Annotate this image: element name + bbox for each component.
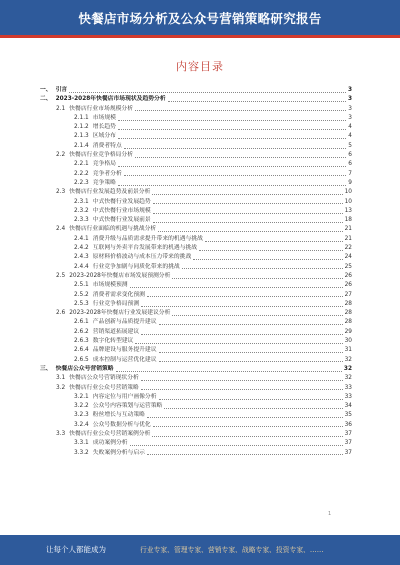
toc-entry[interactable] xyxy=(40,281,352,290)
toc-entry-page: 24 xyxy=(344,254,352,261)
toc-entry-label: 互联网与外卖平台发展带来的机遇与挑战 xyxy=(92,245,198,252)
toc-leader-dots xyxy=(199,250,343,251)
toc-entry-label: 区域分布 xyxy=(92,133,116,140)
toc-entry-number: 2.3.3 xyxy=(74,217,89,224)
toc-entry-page: 21 xyxy=(344,235,352,242)
toc-leader-dots xyxy=(193,259,342,260)
toc-entry[interactable] xyxy=(40,253,352,262)
toc-entry-page: 4 xyxy=(348,124,352,131)
report-header xyxy=(0,0,400,38)
toc-entry-number: 2.2.3 xyxy=(74,179,89,186)
toc-leader-dots xyxy=(116,371,342,372)
toc-entry-label: 竞争策略 xyxy=(92,179,116,186)
toc-leader-dots xyxy=(130,445,343,446)
toc-entry[interactable] xyxy=(40,272,352,281)
toc-entry-page: 3 xyxy=(348,114,352,121)
toc-entry-number: 2.1.3 xyxy=(74,133,89,140)
toc-entry-page: 10 xyxy=(344,198,352,205)
toc-entry-page: 30 xyxy=(344,338,352,345)
toc-entry-page: 26 xyxy=(344,272,352,279)
toc-entry[interactable] xyxy=(40,411,352,420)
toc-entry[interactable] xyxy=(40,402,352,411)
toc-entry[interactable] xyxy=(40,95,352,104)
toc-entry-number: 2.5.3 xyxy=(74,300,89,307)
toc-entry[interactable] xyxy=(40,160,352,169)
toc-entry-number: 3.3.2 xyxy=(74,449,89,456)
toc-entry[interactable] xyxy=(40,225,352,234)
toc-entry-number: 3.2.3 xyxy=(74,412,89,419)
toc-entry-page: 37 xyxy=(344,430,352,437)
toc-leader-dots xyxy=(147,454,343,455)
toc-entry-label: 快餐店公众号营销策略 xyxy=(55,365,114,372)
toc-leader-dots xyxy=(147,417,343,418)
toc-leader-dots xyxy=(158,231,342,232)
toc-leader-dots xyxy=(124,175,347,176)
toc-entry-number: 2.1 xyxy=(56,105,66,112)
toc-leader-dots xyxy=(159,361,343,362)
toc-entry[interactable] xyxy=(40,449,352,458)
toc-entry-page: 3 xyxy=(347,96,352,103)
toc-leader-dots xyxy=(153,203,343,204)
toc-leader-dots xyxy=(141,389,343,390)
toc-entry[interactable] xyxy=(40,114,352,123)
toc-entry-number: 2.1.2 xyxy=(74,124,89,131)
toc-entry-page: 33 xyxy=(344,384,352,391)
toc-leader-dots xyxy=(135,343,342,344)
toc-leader-dots xyxy=(141,334,342,335)
toc-entry-number: 2.6.3 xyxy=(74,338,89,345)
toc-entry-label: 品牌建设与服务提升建议 xyxy=(92,347,157,354)
toc-entry[interactable] xyxy=(40,198,352,207)
toc-entry-label: 快餐店行业发展趋势及前景分析 xyxy=(69,189,151,196)
toc-leader-dots xyxy=(69,92,346,93)
toc-entry-number: 2.1.4 xyxy=(74,142,89,149)
toc-entry[interactable] xyxy=(40,86,352,95)
toc-entry-label: 失败案例分析与启示 xyxy=(92,449,145,456)
toc-entry[interactable] xyxy=(40,309,352,318)
toc-leader-dots xyxy=(153,426,343,427)
toc-leader-dots xyxy=(135,110,346,111)
toc-entry-label: 消费者特点 xyxy=(92,142,122,149)
toc-entry-label: 竞争格局 xyxy=(92,161,116,168)
toc-leader-dots xyxy=(124,148,347,149)
page-number: 1 xyxy=(328,511,332,517)
toc-leader-dots xyxy=(118,166,346,167)
toc-entry-label: 消费者需求变化预测 xyxy=(92,291,145,298)
toc-entry-number: 2.3 xyxy=(56,189,66,196)
toc-entry-number: 3.2.2 xyxy=(74,403,89,410)
toc-entry-number: 2.2 xyxy=(56,152,66,159)
toc-entry[interactable] xyxy=(40,142,352,151)
toc-entry-page: 4 xyxy=(348,133,352,140)
toc-leader-dots xyxy=(118,185,346,186)
toc-entry-page: 32 xyxy=(343,365,352,372)
toc-entry-number: 2.6.2 xyxy=(74,328,89,335)
toc-entry-label: 快餐店公众号营销现状分析 xyxy=(69,375,139,382)
toc-leader-dots xyxy=(135,157,346,158)
toc-leader-dots xyxy=(118,138,346,139)
toc-entry-page: 28 xyxy=(344,319,352,326)
toc-entry[interactable] xyxy=(40,421,352,430)
toc-leader-dots xyxy=(159,399,343,400)
toc-entry-number: 二、 xyxy=(40,96,52,103)
toc-entry-page: 13 xyxy=(344,207,352,214)
toc-entry-label: 快餐店行业市场规模分析 xyxy=(69,105,134,112)
toc-entry-label: 成本控制与运营优化建议 xyxy=(92,356,157,363)
toc-entry-number: 3.2 xyxy=(56,384,66,391)
toc-leader-dots xyxy=(159,352,343,353)
toc-entry[interactable] xyxy=(40,235,352,244)
toc-entry[interactable] xyxy=(40,365,352,374)
toc-leader-dots xyxy=(141,380,343,381)
toc-entry-number: 2.3.1 xyxy=(74,198,89,205)
toc-entry-page: 32 xyxy=(344,356,352,363)
toc-leader-dots xyxy=(118,129,346,130)
toc-leader-dots xyxy=(153,222,343,223)
toc-entry-label: 快餐店行业公众号营销案例分析 xyxy=(69,430,151,437)
toc-entry[interactable] xyxy=(40,291,352,300)
toc-entry-page: 18 xyxy=(344,217,352,224)
footer-tagline: 行业专家、管理专家、营销专家、战略专家、投资专家、…… xyxy=(140,546,324,554)
toc-title: 内容目录 xyxy=(176,60,224,73)
toc-entry-label: 行业竞争格局预测 xyxy=(92,300,140,307)
footer-slogan: 让每个人都能成为 xyxy=(46,545,106,554)
toc-entry[interactable] xyxy=(40,384,352,393)
toc-entry-page: 32 xyxy=(344,375,352,382)
toc-entry[interactable] xyxy=(40,207,352,216)
toc-entry-page: 31 xyxy=(344,347,352,354)
toc-entry-page: 34 xyxy=(344,403,352,410)
toc-entry-number: 2.6.4 xyxy=(74,347,89,354)
toc-entry-label: 2023-2028年快餐店市场现状及趋势分析 xyxy=(55,96,166,103)
toc-entry-page: 37 xyxy=(344,449,352,456)
toc-entry-page: 28 xyxy=(344,300,352,307)
toc-leader-dots xyxy=(152,436,342,437)
toc-entry-page: 35 xyxy=(344,412,352,419)
toc-entry-page: 26 xyxy=(344,282,352,289)
toc-entry[interactable] xyxy=(40,123,352,132)
toc-entry[interactable] xyxy=(40,374,352,383)
toc-leader-dots xyxy=(168,101,346,102)
toc-entry[interactable] xyxy=(40,337,352,346)
toc-entry-label: 中式快餐行业市场规模 xyxy=(92,207,151,214)
toc-entry-label: 快餐店行业公众号营销策略 xyxy=(69,384,139,391)
toc-entry-label: 消费升级与品质需求提升带来的机遇与挑战 xyxy=(92,235,203,242)
toc-entry-number: 2.6.5 xyxy=(74,356,89,363)
toc-entry-number: 2.4.3 xyxy=(74,254,89,261)
toc-entry-label: 产品创新与品质提升建议 xyxy=(92,319,157,326)
toc-entry[interactable] xyxy=(40,346,352,355)
toc-leader-dots xyxy=(118,120,346,121)
toc-entry-number: 2.4.4 xyxy=(74,263,89,270)
toc-entry-number: 2.4.2 xyxy=(74,245,89,252)
toc-leader-dots xyxy=(152,194,342,195)
toc-entry-label: 营销渠道拓展建议 xyxy=(92,328,140,335)
toc-entry-label: 内容定位与用户画像分析 xyxy=(92,393,157,400)
toc-entry-page: 21 xyxy=(344,226,352,233)
toc-entry-label: 2023-2028年快餐店市场发展预测分析 xyxy=(69,272,171,279)
toc-entry[interactable] xyxy=(40,393,352,402)
toc-entry-page: 9 xyxy=(348,179,352,186)
toc-entry-label: 引言 xyxy=(55,87,68,93)
toc-entry-number: 2.2.2 xyxy=(74,170,89,177)
toc-entry-label: 行业竞争加剧与同质化带来的挑战 xyxy=(92,263,180,270)
toc-entry-page: 33 xyxy=(344,393,352,400)
toc-entry-number: 3.2.1 xyxy=(74,393,89,400)
toc-entry-number: 2.6.1 xyxy=(74,319,89,326)
toc-entry-number: 3.1 xyxy=(56,375,66,382)
toc-entry-number: 2.4.1 xyxy=(74,235,89,242)
toc-entry-label: 成功案例分析 xyxy=(92,440,128,447)
toc-entry-page: 10 xyxy=(344,189,352,196)
toc-entry-number: 2.1.1 xyxy=(74,114,89,121)
toc-entry[interactable] xyxy=(40,356,352,365)
toc-entry[interactable] xyxy=(40,430,352,439)
toc-leader-dots xyxy=(141,306,342,307)
toc-entry-page: 5 xyxy=(348,142,352,149)
toc-leader-dots xyxy=(205,241,343,242)
report-title: 快餐店市场分析及公众号营销策略研究报告 xyxy=(78,11,322,26)
toc-entry-page: 6 xyxy=(348,152,352,159)
toc-entry[interactable] xyxy=(40,105,352,114)
toc-entry-label: 市场规模 xyxy=(92,114,116,121)
toc-entry-page: 36 xyxy=(344,421,352,428)
toc-entry[interactable] xyxy=(40,328,352,337)
toc-leader-dots xyxy=(182,268,343,269)
toc-entry-number: 一、 xyxy=(40,87,52,93)
toc-entry-label: 公众号数据分析与优化 xyxy=(92,421,151,428)
toc-entry-number: 3.3 xyxy=(56,430,66,437)
report-footer xyxy=(0,535,400,565)
toc-leader-dots xyxy=(159,324,343,325)
toc-entry[interactable] xyxy=(40,179,352,188)
toc-entry-number: 2.2.1 xyxy=(74,161,89,168)
toc-entry-page: 3 xyxy=(348,105,352,112)
toc-leader-dots xyxy=(130,287,343,288)
toc-entry-number: 2.5.1 xyxy=(74,282,89,289)
toc-entry[interactable] xyxy=(40,151,352,160)
toc-entry-number: 三、 xyxy=(40,365,52,372)
toc-entry-page: 3 xyxy=(347,87,352,93)
toc-entry[interactable] xyxy=(40,300,352,309)
toc-entry-page: 22 xyxy=(344,245,352,252)
toc-entry-label: 快餐店行业面临的机遇与挑战分析 xyxy=(69,226,157,233)
toc-entry-number: 2.3.2 xyxy=(74,207,89,214)
toc-entry-label: 数字化转型建议 xyxy=(92,338,134,345)
toc-entry-number: 3.3.1 xyxy=(74,440,89,447)
toc-entry[interactable] xyxy=(40,244,352,253)
toc-entry[interactable] xyxy=(40,318,352,327)
toc-entry-label: 2023-2028年快餐店行业发展建议分析 xyxy=(69,310,171,317)
toc-leader-dots xyxy=(164,408,342,409)
table-of-contents xyxy=(40,86,352,458)
toc-entry[interactable] xyxy=(40,132,352,141)
toc-leader-dots xyxy=(153,213,343,214)
toc-leader-dots xyxy=(172,315,342,316)
toc-entry-number: 3.2.4 xyxy=(74,421,89,428)
toc-entry-number: 2.5.2 xyxy=(74,291,89,298)
toc-entry-label: 竞争者分析 xyxy=(92,170,122,177)
toc-entry[interactable] xyxy=(40,439,352,448)
toc-entry-label: 中式快餐行业发展前景 xyxy=(92,217,151,224)
toc-entry[interactable] xyxy=(40,170,352,179)
toc-entry-page: 29 xyxy=(344,328,352,335)
toc-entry-page: 27 xyxy=(344,291,352,298)
toc-entry-number: 2.4 xyxy=(56,226,66,233)
toc-entry[interactable] xyxy=(40,216,352,225)
toc-entry-number: 2.5 xyxy=(56,272,66,279)
toc-leader-dots xyxy=(147,296,343,297)
toc-entry-page: 25 xyxy=(344,263,352,270)
toc-entry[interactable] xyxy=(40,263,352,272)
toc-entry-label: 市场规模预测 xyxy=(92,282,128,289)
toc-leader-dots xyxy=(172,278,342,279)
toc-entry-label: 公众号内容策划与运营策略 xyxy=(92,403,163,410)
toc-entry-page: 28 xyxy=(344,310,352,317)
toc-entry-label: 原材料价格波动与成本压力带来的挑战 xyxy=(92,254,192,261)
toc-entry-page: 6 xyxy=(348,161,352,168)
toc-entry-label: 快餐店行业竞争格局分析 xyxy=(69,152,134,159)
toc-entry-number: 2.6 xyxy=(56,310,66,317)
toc-entry-label: 粉丝增长与互动策略 xyxy=(92,412,145,419)
toc-entry-page: 7 xyxy=(348,170,352,177)
toc-entry-label: 中式快餐行业发展趋势 xyxy=(92,198,151,205)
toc-entry-label: 增长趋势 xyxy=(92,124,116,131)
toc-entry-page: 37 xyxy=(344,440,352,447)
toc-entry[interactable] xyxy=(40,188,352,197)
